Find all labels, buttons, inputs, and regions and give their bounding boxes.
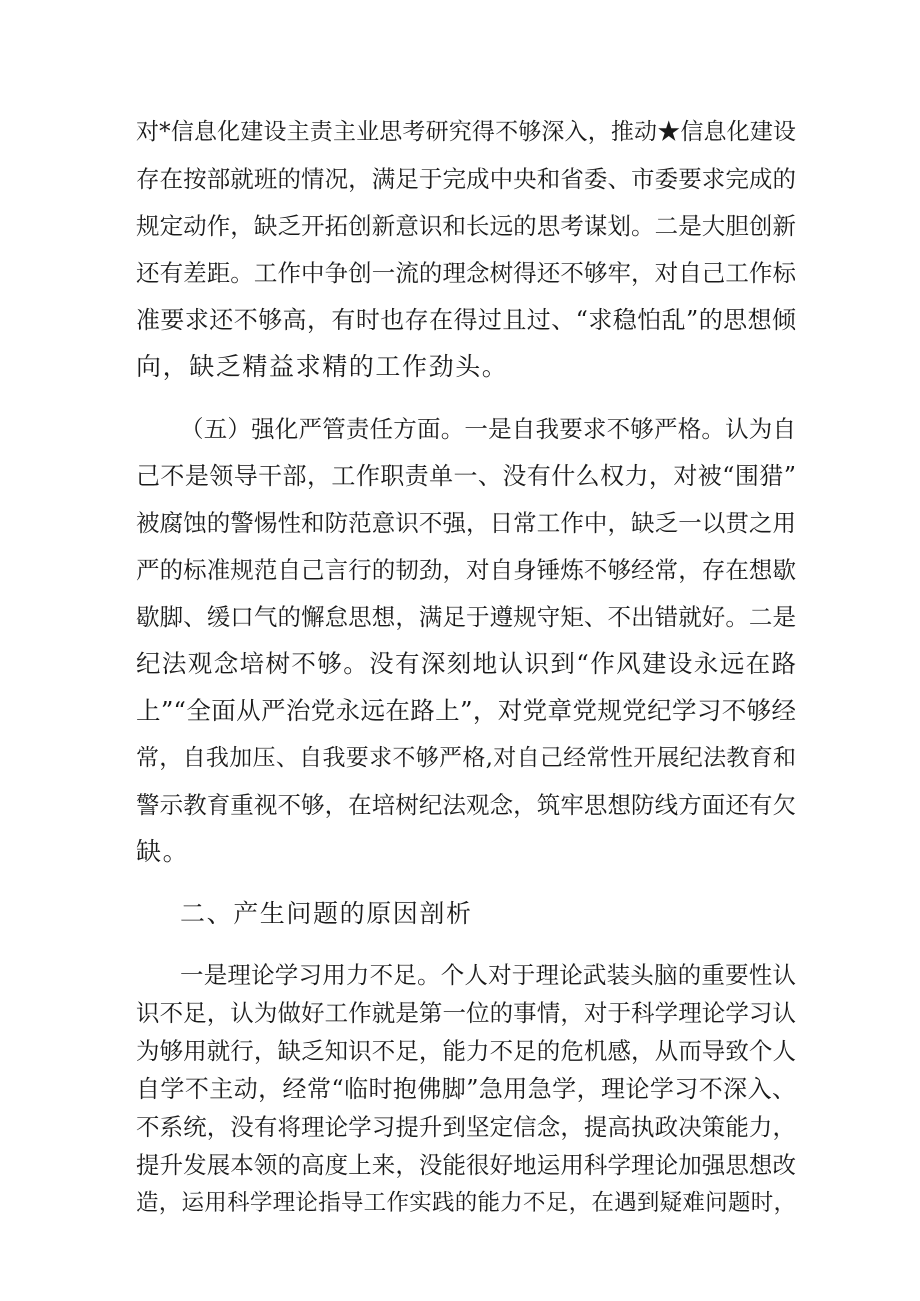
text-line: 自学不主动，经常“临时抱佛脚”急用急学，理论学习不深入、 [136,1075,796,1103]
text-line: 警示教育重视不够，在培树纪法观念，筑牢思想防线方面还有欠 [136,791,796,819]
text-line: 己不是领导干部，工作职责单一、没有什么权力，对被“围猎” [136,462,796,490]
text-line: 歇脚、缓口气的懈怠思想，满足于遵规守矩、不出错就好。二是 [136,603,796,631]
text-line: 对*信息化建设主责主业思考研究得不够深入，推动★信息化建设 [136,119,796,145]
text-line: 严的标准规范自己言行的韧劲，对自身锤炼不够经常，存在想歇 [136,556,796,584]
text-line: 上”“全面从严治党永远在路上”，对党章党规党纪学习不够经 [136,696,796,725]
text-line: 纪法观念培树不够。没有深刻地认识到“作风建设永远在路 [136,649,796,678]
text-line: 准要求还不够高，有时也存在得过且过、“求稳怕乱”的思想倾 [136,306,796,334]
text-line: 提升发展本领的高度上来，没能很好地运用科学理论加强思想改 [136,1151,796,1179]
section-heading: 二、产生问题的原因剖析 [180,899,473,928]
text-line: 不系统，没有将理论学习提升到坚定信念，提高执政决策能力， [136,1113,796,1141]
text-line: 规定动作，缺乏开拓创新意识和长远的思考谋划。二是大胆创新 [136,212,796,240]
text-line: 识不足，认为做好工作就是第一位的事情，对于科学理论学习认 [136,999,796,1027]
text-line: 造，运用科学理论指导工作实践的能力不足，在遇到疑难问题时， [136,1190,796,1216]
text-line: 缺。 [136,837,190,866]
text-line: 被腐蚀的警惕性和防范意识不强，日常工作中，缺乏一以贯之用 [136,509,796,537]
text-line: 为够用就行，缺乏知识不足，能力不足的危机感，从而导致个人 [136,1037,796,1065]
text-line: 存在按部就班的情况，满足于完成中央和省委、市委要求完成的 [136,165,796,193]
text-line: 一是理论学习用力不足。个人对于理论武装头脑的重要性认 [180,961,796,989]
text-line: 常，自我加压、自我要求不够严格,对自己经常性开展纪法教育和 [136,745,796,771]
text-line: 向，缺乏精益求精的工作劲头。 [136,352,509,381]
text-line: （五）强化严管责任方面。一是自我要求不够严格。认为自 [180,415,796,443]
text-line: 还有差距。工作中争创一流的理念树得还不够牢，对自己工作标 [136,259,796,287]
